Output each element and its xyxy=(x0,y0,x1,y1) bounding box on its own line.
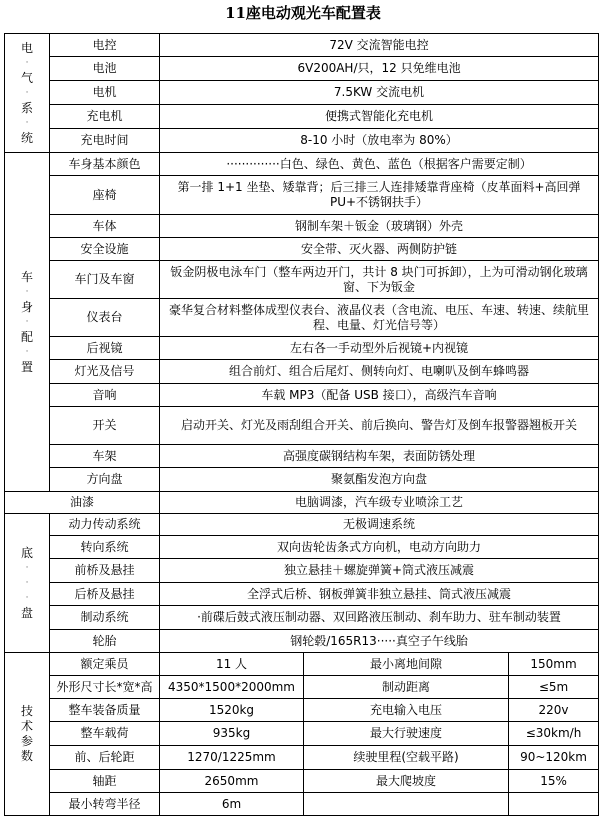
spec-label: 方向盘 xyxy=(50,468,160,492)
param-value xyxy=(509,793,599,816)
table-row xyxy=(5,238,599,261)
table-row xyxy=(5,34,599,57)
table-row xyxy=(5,722,599,746)
spec-value: 72V 交流智能电控 xyxy=(160,34,599,57)
spec-label: 油漆 xyxy=(5,492,160,514)
spec-value: 车载 MP3（配备 USB 接口），高级汽车音响 xyxy=(160,384,599,407)
table-row xyxy=(5,299,599,337)
table-row xyxy=(5,337,599,360)
table-row xyxy=(5,559,599,583)
spec-label: 电池 xyxy=(50,57,160,81)
document-title: 11座电动观光车配置表 xyxy=(225,4,381,22)
table-row xyxy=(5,514,599,536)
table-row xyxy=(5,57,599,81)
table-row xyxy=(5,746,599,770)
spec-label: 充电时间 xyxy=(50,129,160,153)
spec-value: 组合前灯、组合后尾灯、侧转向灯、电喇叭及倒车蜂鸣器 xyxy=(160,360,599,384)
spec-value: 豪华复合材料整体成型仪表台、液晶仪表（含电流、电压、车速、转速、续航里程、电量、灯光信号等） xyxy=(160,299,599,337)
param-label: 外形尺寸长*宽*高 xyxy=(50,676,160,699)
param-label: 最大行驶速度 xyxy=(304,722,509,746)
param-label: 最小转弯半径 xyxy=(50,793,160,816)
spec-label: 前桥及悬挂 xyxy=(50,559,160,583)
table-row xyxy=(5,468,599,492)
spec-value: 电脑调漆，汽车级专业喷涂工艺 xyxy=(160,492,599,514)
spec-value: 启动开关、灯光及雨刮组合开关、前后换向、警告灯及倒车报警器翘板开关 xyxy=(160,407,599,445)
table-row xyxy=(5,215,599,238)
param-value: 1520kg xyxy=(160,699,304,722)
param-label: 最小离地间隙 xyxy=(304,653,509,676)
param-value: 11 人 xyxy=(160,653,304,676)
param-label: 最大爬坡度 xyxy=(304,770,509,793)
spec-label: 电机 xyxy=(50,81,160,105)
table-row xyxy=(5,445,599,468)
param-value: 1270/1225mm xyxy=(160,746,304,770)
param-label: 前、后轮距 xyxy=(50,746,160,770)
param-value: 90~120km xyxy=(509,746,599,770)
spec-value: 8-10 小时（放电率为 80%） xyxy=(160,129,599,153)
table-row xyxy=(5,583,599,606)
table-row xyxy=(5,360,599,384)
table-row xyxy=(5,261,599,299)
spec-value: ·前碟后鼓式液压制动器、双回路液压制动、刹车助力、驻车制动装置 xyxy=(160,606,599,630)
param-value: 4350*1500*2000mm xyxy=(160,676,304,699)
table-row xyxy=(5,384,599,407)
param-value: ≤30km/h xyxy=(509,722,599,746)
param-value: 2650mm xyxy=(160,770,304,793)
group-label-body: 车 · 身 · 配 · 置 xyxy=(5,153,50,492)
param-label: 轴距 xyxy=(50,770,160,793)
table-row xyxy=(5,699,599,722)
table-row xyxy=(5,129,599,153)
spec-label: 仪表台 xyxy=(50,299,160,337)
table-row xyxy=(5,793,599,816)
spec-label: 车身基本颜色 xyxy=(50,153,160,176)
table-row xyxy=(5,105,599,129)
group-label-electrical: 电 · 气 · 系 · 统 xyxy=(5,34,50,153)
spec-label: 制动系统 xyxy=(50,606,160,630)
spec-label: 音响 xyxy=(50,384,160,407)
table-row xyxy=(5,176,599,215)
spec-value: 安全带、灭火器、两侧防护链 xyxy=(160,238,599,261)
param-value: 15% xyxy=(509,770,599,793)
spec-value: 第一排 1+1 坐垫、矮靠背；后三排三人连排矮靠背座椅（皮革面料+高回弹 PU+不锈钢扶手） xyxy=(160,176,599,215)
spec-value: 无极调速系统 xyxy=(160,514,599,536)
spec-label: 后视镜 xyxy=(50,337,160,360)
config-table xyxy=(4,33,599,816)
spec-value: 高强度碳钢结构车架，表面防锈处理 xyxy=(160,445,599,468)
param-label: 整车载荷 xyxy=(50,722,160,746)
spec-label: 动力传动系统 xyxy=(50,514,160,536)
param-label: 制动距离 xyxy=(304,676,509,699)
spec-value: 双向齿轮齿条式方向机，电动方向助力 xyxy=(160,536,599,559)
spec-label: 轮胎 xyxy=(50,630,160,653)
table-row xyxy=(5,606,599,630)
spec-value: 聚氨酯发泡方向盘 xyxy=(160,468,599,492)
spec-label: 座椅 xyxy=(50,176,160,215)
spec-label: 车体 xyxy=(50,215,160,238)
table-row xyxy=(5,630,599,653)
spec-label: 开关 xyxy=(50,407,160,445)
table-row xyxy=(5,81,599,105)
spec-label: 车门及车窗 xyxy=(50,261,160,299)
table-row xyxy=(5,492,599,514)
param-label xyxy=(304,793,509,816)
spec-label: 电控 xyxy=(50,34,160,57)
table-row xyxy=(5,653,599,676)
spec-value: 独立悬挂＋螺旋弹簧+筒式液压减震 xyxy=(160,559,599,583)
param-value: 6m xyxy=(160,793,304,816)
group-label-tech: 技 术 参 数 xyxy=(5,653,50,816)
param-label: 整车装备质量 xyxy=(50,699,160,722)
spec-value: 7.5KW 交流电机 xyxy=(160,81,599,105)
param-value: 935kg xyxy=(160,722,304,746)
spec-value: 左右各一手动型外后视镜+内视镜 xyxy=(160,337,599,360)
spec-label: 转向系统 xyxy=(50,536,160,559)
spec-value: 钢轮毂/165R13·····真空子午线胎 xyxy=(160,630,599,653)
spec-value: 便携式智能化充电机 xyxy=(160,105,599,129)
spec-label: 车架 xyxy=(50,445,160,468)
spec-value: 钣金阴极电泳车门（整车两边开门，共计 8 块门可拆卸），上为可滑动钢化玻璃窗、下为钣金 xyxy=(160,261,599,299)
spec-label: 安全设施 xyxy=(50,238,160,261)
table-row xyxy=(5,770,599,793)
spec-value: ··············白色、绿色、黄色、蓝色（根据客户需要定制） xyxy=(160,153,599,176)
spec-value: 全浮式后桥、钢板弹簧非独立悬挂、筒式液压减震 xyxy=(160,583,599,606)
group-label-chassis: 底 · · · 盘 xyxy=(5,514,50,653)
param-label: 充电输入电压 xyxy=(304,699,509,722)
spec-label: 灯光及信号 xyxy=(50,360,160,384)
param-value: 150mm xyxy=(509,653,599,676)
param-label: 续驶里程(空载平路) xyxy=(304,746,509,770)
spec-label: 充电机 xyxy=(50,105,160,129)
spec-value: 钢制车架＋钣金（玻璃钢）外壳 xyxy=(160,215,599,238)
param-value: 220v xyxy=(509,699,599,722)
table-row xyxy=(5,407,599,445)
table-row xyxy=(5,676,599,699)
spec-label: 后桥及悬挂 xyxy=(50,583,160,606)
table-row xyxy=(5,153,599,176)
table-row xyxy=(5,536,599,559)
spec-value: 6V200AH/只，12 只免维电池 xyxy=(160,57,599,81)
param-label: 额定乘员 xyxy=(50,653,160,676)
param-value: ≤5m xyxy=(509,676,599,699)
